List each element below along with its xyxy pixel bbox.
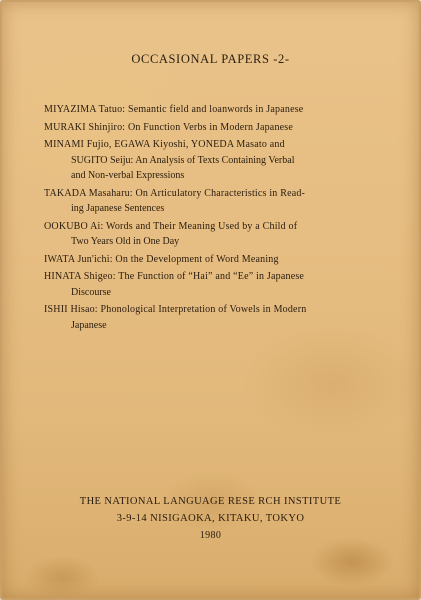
contents-entry [44,269,374,300]
entry-line: ISHII Hisao: Phonological Interpretation of Vowels in Modern [44,304,307,315]
table-of-contents [44,102,374,335]
entry-continuation: SUGITO Seiju: An Analysis of Texts Containing Verbal [71,154,295,166]
contents-entry [44,219,374,250]
entry-continuation: ing Japanese Sentences [71,203,165,214]
publisher-block [2,493,419,544]
entry-line: MINAMI Fujio, EGAWA Kiyoshi, YONEDA Masato and [44,139,285,150]
contents-entry [44,186,374,217]
entry-continuation: Japanese [71,319,107,331]
entry-line: MURAKI Shinjiro: On Function Verbs in Modern Japanese [44,121,294,133]
entry-continuation: Discourse [71,286,111,298]
publication-year: 1980 [199,530,222,541]
publisher-address: 3-9-14 NISIGAOKA, KITAKU, TOKYO [116,513,305,524]
entry-continuation: and Non-verbal Expressions [71,170,185,181]
contents-entry [44,252,374,268]
publisher-name: THE NATIONAL LANGUAGE RESE RCH INSTITUTE [79,496,342,507]
entry-line: OOKUBO Ai: Words and Their Meaning Used by a Child of [44,220,298,232]
contents-entry [44,102,374,118]
entry-continuation: Two Years Old in One Day [71,236,180,247]
entry-line: HINATA Shigeo: The Function of “Hai” and “Ee” in Japanese [44,271,305,282]
series-title: OCCASIONAL PAPERS -2- [131,52,290,66]
entry-line: TAKADA Masaharu: On Articulatory Characteristics in Read- [44,187,306,199]
contents-entry [44,302,374,333]
contents-entry [44,137,374,184]
entry-line: MIYAZIMA Tatuo: Semantic field and loanwords in Japanese [44,104,304,115]
contents-entry [44,120,374,136]
entry-line: IWATA Jun'ichi: On the Development of Word Meaning [44,253,279,265]
